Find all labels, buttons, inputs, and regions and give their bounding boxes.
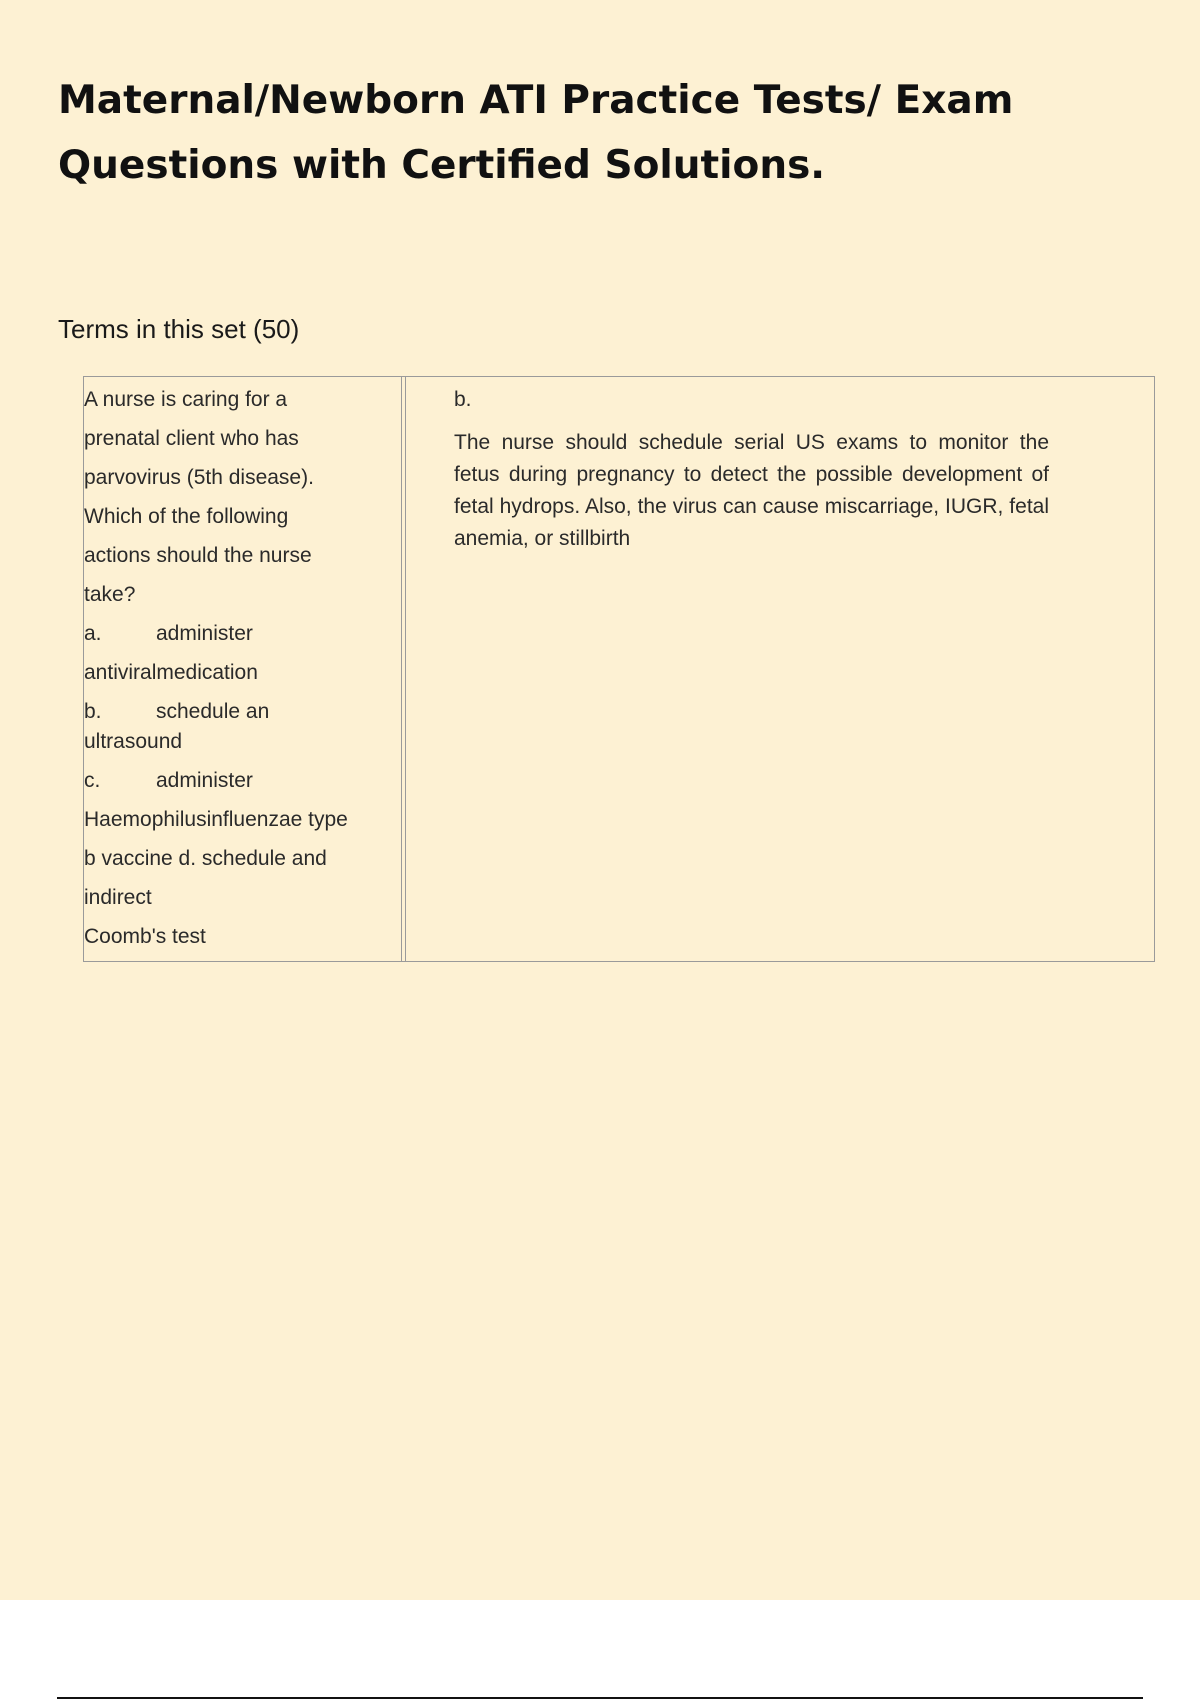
term-line: parvovirus (5th disease). (84, 466, 314, 489)
option-continuation: ultrasound (84, 730, 183, 753)
option-letter: c. (84, 769, 101, 792)
definition-cell (406, 377, 1154, 961)
option-b (84, 699, 401, 729)
term-line: Coomb's test (84, 925, 206, 948)
option-text: administer (156, 769, 253, 792)
option-letter: b. (84, 700, 102, 723)
option-letter: a. (84, 622, 102, 645)
term-line: b vaccine d. schedule and (84, 847, 327, 870)
term-line: indirect (84, 886, 152, 909)
term-cell (84, 377, 402, 961)
footer-divider (57, 1697, 1143, 1699)
answer-explanation: The nurse should schedule serial US exams to monitor the fetus during pregnancy to detect the possible development of fetal hydrops. Also, the virus can cause miscarriage, IUGR, fetal anemia, or stillbirth (454, 431, 1049, 550)
flashcard-row (83, 376, 1155, 962)
option-continuation: Haemophilusinfluenzae type (84, 808, 348, 831)
document-title: Maternal/Newborn ATI Practice Tests/ Exam Questions with Certified Solutions. (58, 78, 1014, 188)
term-line: actions should the nurse (84, 544, 312, 567)
option-continuation: antiviralmedication (84, 661, 258, 684)
answer-letter: b. (454, 388, 472, 411)
option-text: administer (156, 622, 253, 645)
option-c (84, 768, 401, 807)
option-a (84, 621, 401, 660)
term-line: take? (84, 583, 136, 606)
term-line: A nurse is caring for a (84, 388, 288, 411)
terms-count-label: Terms in this set (50) (58, 314, 300, 344)
term-line: prenatal client who has (84, 427, 299, 450)
term-line: Which of the following (84, 505, 289, 528)
option-text: schedule an (156, 700, 270, 723)
